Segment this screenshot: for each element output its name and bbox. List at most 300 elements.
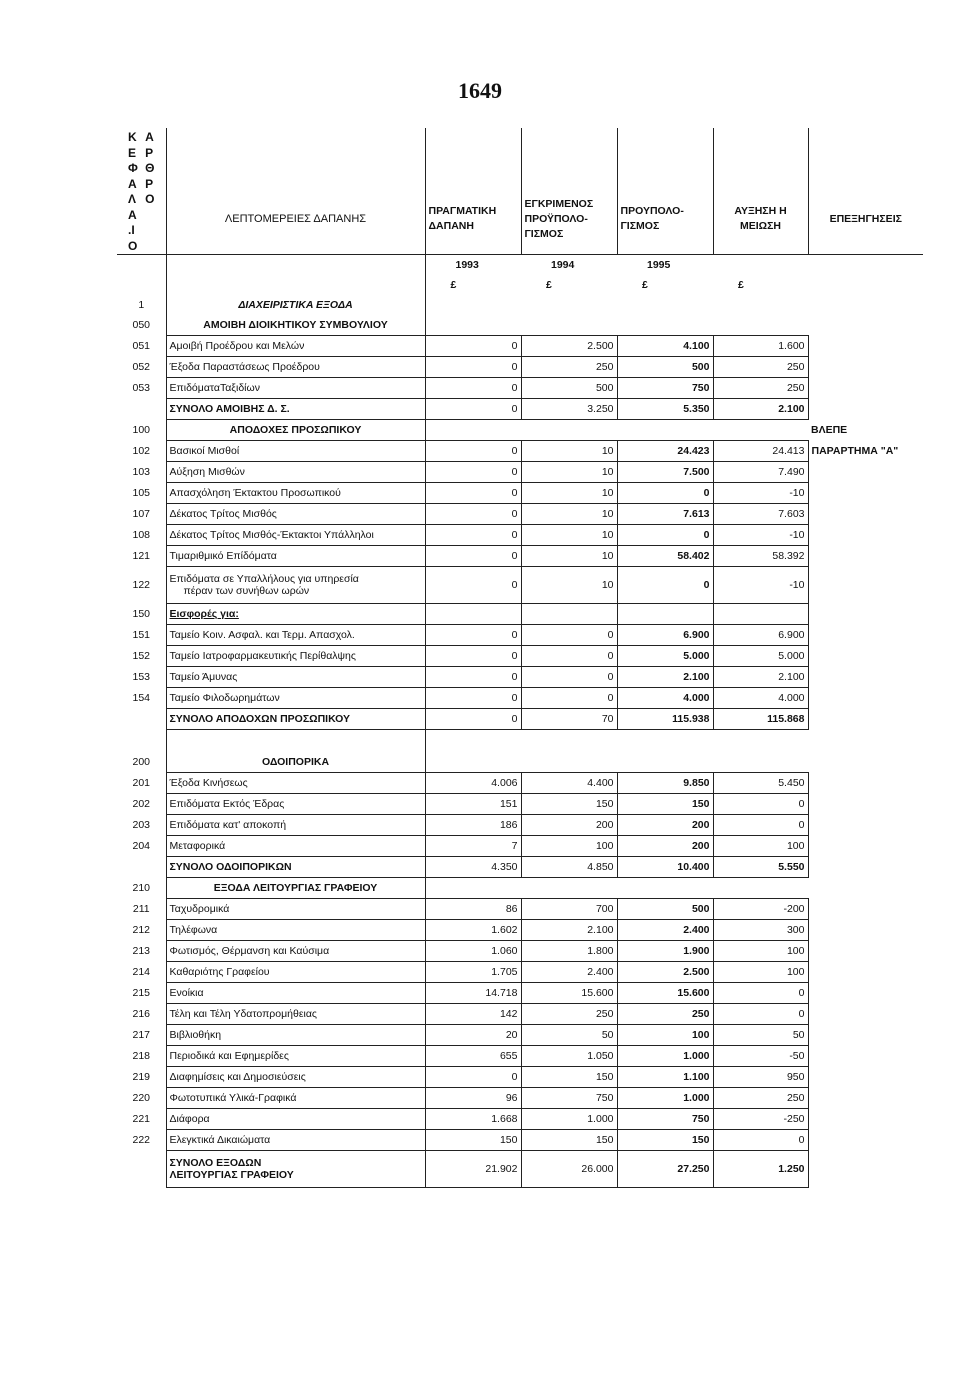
budget-1995-value: 750 xyxy=(617,1109,713,1130)
row-description xyxy=(166,836,425,857)
row-description-text: ΣΥΝΟΛΟ ΟΔΟΙΠΟΡΙΚΩΝ xyxy=(169,861,292,873)
row-note xyxy=(808,752,923,773)
change-value: 50 xyxy=(713,1025,808,1046)
approved-1994-value xyxy=(521,730,617,753)
actual-1993-value: 1.060 xyxy=(425,941,521,962)
row-note xyxy=(808,667,923,688)
approved-1994-value xyxy=(521,752,617,773)
row-description xyxy=(166,646,425,667)
row-description-text: Ελεγκτικά Δικαιώματα xyxy=(169,1134,271,1146)
row-note xyxy=(808,399,923,420)
row-code: 200 xyxy=(117,752,166,773)
row-description xyxy=(166,462,425,483)
budget-1995-value: 6.900 xyxy=(617,625,713,646)
change-value: 4.000 xyxy=(713,688,808,709)
actual-1993-value: 21.902 xyxy=(425,1151,521,1188)
approved-1994-value: 750 xyxy=(521,1088,617,1109)
budget-1995-value: 150 xyxy=(617,1130,713,1151)
budget-1995-value: 150 xyxy=(617,794,713,815)
row-note xyxy=(808,567,923,604)
description-header: ΛΕΠΤΟΜΕΡΕΙΕΣ ΔΑΠΑΝΗΣ xyxy=(166,128,425,255)
row-description-text: Δέκατος Τρίτος Μισθός-Έκτακτοι Υπάλληλοι xyxy=(169,529,374,541)
year-budget: 1995 xyxy=(617,255,713,276)
code-header-letter: Ρ xyxy=(145,176,154,191)
row-code: 100 xyxy=(117,420,166,441)
row-description-text: ΑΠΟΔΟΧΕΣ ΠΡΟΣΩΠΙΚΟΥ xyxy=(229,424,362,436)
table-row xyxy=(117,1067,923,1088)
budget-1995-value: 7.613 xyxy=(617,504,713,525)
row-description xyxy=(166,315,425,336)
row-description-text: ΕπιδόματαΤαξιδίων xyxy=(169,382,260,394)
approved-1994-value: 15.600 xyxy=(521,983,617,1004)
row-description-text: Φωτοτυπικά Υλικά-Γραφικά xyxy=(169,1092,297,1104)
row-description-text: Επιδόματα Εκτός Έδρας xyxy=(169,798,285,810)
actual-1993-value: 1.668 xyxy=(425,1109,521,1130)
row-note xyxy=(808,546,923,567)
row-description-line: πέραν των συνήθων ωρών xyxy=(183,585,310,597)
row-code: 221 xyxy=(117,1109,166,1130)
row-description xyxy=(166,378,425,399)
actual-1993-value xyxy=(425,730,521,753)
row-code: 214 xyxy=(117,962,166,983)
actual-1993-value xyxy=(425,315,521,336)
row-note xyxy=(808,815,923,836)
table-row xyxy=(117,857,923,878)
change-value: 5.450 xyxy=(713,773,808,794)
row-description xyxy=(166,336,425,357)
table-row xyxy=(117,688,923,709)
row-description xyxy=(166,504,425,525)
table-row xyxy=(117,525,923,546)
approved-1994-value: 1.050 xyxy=(521,1046,617,1067)
change-value: 0 xyxy=(713,983,808,1004)
year-actual: 1993 xyxy=(425,255,521,276)
table-row xyxy=(117,941,923,962)
table-row xyxy=(117,336,923,357)
table-row xyxy=(117,567,923,604)
row-code: 150 xyxy=(117,604,166,625)
actual-1993-value: 1.705 xyxy=(425,962,521,983)
row-note xyxy=(808,773,923,794)
row-description-text: Δέκατος Τρίτος Μισθός xyxy=(169,508,277,520)
row-code: 108 xyxy=(117,525,166,546)
row-note xyxy=(808,1151,923,1188)
row-code: 051 xyxy=(117,336,166,357)
budget-1995-value: 250 xyxy=(617,1004,713,1025)
row-description xyxy=(166,983,425,1004)
row-note xyxy=(808,315,923,336)
budget-header: ΠΡΟΥΠΟΛΟ- ΓΙΣΜΟΣ xyxy=(617,128,713,255)
change-value xyxy=(713,730,808,753)
actual-1993-value: 7 xyxy=(425,836,521,857)
actual-1993-value xyxy=(425,604,521,625)
row-description-line: ΛΕΙΤΟΥΡΓΙΑΣ ΓΡΑΦΕΙΟΥ xyxy=(169,1169,294,1181)
row-description xyxy=(166,794,425,815)
approved-1994-value: 0 xyxy=(521,646,617,667)
actual-1993-value: 0 xyxy=(425,1067,521,1088)
budget-1995-value: 500 xyxy=(617,357,713,378)
row-description-text: Μεταφορικά xyxy=(169,840,226,852)
currency-budget: £ xyxy=(642,279,648,291)
table-row xyxy=(117,1004,923,1025)
budget-1995-value xyxy=(617,315,713,336)
currency-change: £ xyxy=(738,279,744,291)
approved-1994-value xyxy=(521,604,617,625)
currency-approved: £ xyxy=(546,279,552,291)
code-header-letter: Α xyxy=(128,207,137,222)
approved-1994-value: 2.500 xyxy=(521,336,617,357)
change-value: 1.600 xyxy=(713,336,808,357)
actual-1993-value xyxy=(425,878,521,899)
approved-1994-value xyxy=(521,878,617,899)
approved-1994-value: 3.250 xyxy=(521,399,617,420)
row-description-text: Ενοίκια xyxy=(169,987,204,999)
table-row xyxy=(117,899,923,920)
actual-1993-value: 655 xyxy=(425,1046,521,1067)
budget-1995-value: 24.423 xyxy=(617,441,713,462)
row-code xyxy=(117,709,166,730)
budget-1995-value: 0 xyxy=(617,483,713,504)
code-header-letter: Φ xyxy=(128,161,138,175)
row-description xyxy=(166,941,425,962)
row-description xyxy=(166,730,425,753)
table-row xyxy=(117,1025,923,1046)
row-description-text: Αύξηση Μισθών xyxy=(169,466,245,478)
row-code xyxy=(117,857,166,878)
actual-1993-value xyxy=(425,420,521,441)
budget-1995-value: 1.000 xyxy=(617,1046,713,1067)
change-value: 7.603 xyxy=(713,504,808,525)
table-row xyxy=(117,836,923,857)
row-code: 053 xyxy=(117,378,166,399)
row-description xyxy=(166,1025,425,1046)
actual-1993-value: 0 xyxy=(425,462,521,483)
budget-1995-value: 5.000 xyxy=(617,646,713,667)
row-code: 201 xyxy=(117,773,166,794)
actual-1993-value: 0 xyxy=(425,504,521,525)
budget-1995-value xyxy=(617,752,713,773)
actual-1993-value: 0 xyxy=(425,625,521,646)
row-description-text: Διαφημίσεις και Δημοσιεύσεις xyxy=(169,1071,306,1083)
table-row xyxy=(117,483,923,504)
table-row xyxy=(117,315,923,336)
change-value: 0 xyxy=(713,1004,808,1025)
row-description xyxy=(166,483,425,504)
budget-1995-value: 5.350 xyxy=(617,399,713,420)
table-row xyxy=(117,709,923,730)
row-description xyxy=(166,920,425,941)
row-description xyxy=(166,295,425,315)
change-value: 24.413 xyxy=(713,441,808,462)
change-value: 0 xyxy=(713,794,808,815)
row-description xyxy=(166,773,425,794)
change-value: 100 xyxy=(713,962,808,983)
table-row xyxy=(117,462,923,483)
page-number: 1649 xyxy=(458,78,502,103)
row-description xyxy=(166,1088,425,1109)
row-note xyxy=(808,709,923,730)
budget-1995-value: 2.500 xyxy=(617,962,713,983)
row-code xyxy=(117,1151,166,1188)
row-note xyxy=(808,857,923,878)
row-description-text: Βασικοί Μισθοί xyxy=(169,445,240,457)
budget-1995-value xyxy=(617,604,713,625)
change-value: 0 xyxy=(713,815,808,836)
budget-1995-value xyxy=(617,730,713,753)
change-value: 1.250 xyxy=(713,1151,808,1188)
change-value: 7.490 xyxy=(713,462,808,483)
row-description-line: Επιδόματα σε Υπαλλήλους για υπηρεσία xyxy=(169,573,359,585)
row-description xyxy=(166,1130,425,1151)
change-value xyxy=(713,315,808,336)
row-description xyxy=(166,752,425,773)
row-description-text: Τέλη και Τέλη Υδατοπρομήθειας xyxy=(169,1008,317,1020)
table-row xyxy=(117,815,923,836)
code-header-letter: Κ xyxy=(128,130,137,144)
row-note xyxy=(808,1130,923,1151)
code-header xyxy=(117,128,166,255)
change-value: 250 xyxy=(713,357,808,378)
approved-1994-value: 500 xyxy=(521,378,617,399)
actual-1993-value: 0 xyxy=(425,546,521,567)
row-description-text: Απασχόληση Έκτακτου Προσωπικού xyxy=(169,487,341,499)
table-row xyxy=(117,983,923,1004)
row-description xyxy=(166,399,425,420)
row-code: 218 xyxy=(117,1046,166,1067)
row-note xyxy=(808,836,923,857)
budget-1995-value: 200 xyxy=(617,836,713,857)
budget-1995-value xyxy=(617,295,713,315)
approved-1994-value: 10 xyxy=(521,441,617,462)
row-description-text: Ταμείο Κοιν. Ασφαλ. και Τερμ. Απασχολ. xyxy=(169,629,355,641)
change-value: 2.100 xyxy=(713,399,808,420)
row-note xyxy=(808,1004,923,1025)
row-note xyxy=(808,688,923,709)
actual-1993-value: 0 xyxy=(425,709,521,730)
change-value: 300 xyxy=(713,920,808,941)
approved-1994-value: 10 xyxy=(521,525,617,546)
actual-1993-value: 4.006 xyxy=(425,773,521,794)
row-note xyxy=(808,378,923,399)
actual-1993-value: 0 xyxy=(425,567,521,604)
row-code: 213 xyxy=(117,941,166,962)
table-row xyxy=(117,646,923,667)
row-note: ΒΛΕΠΕ xyxy=(811,424,848,436)
table-row xyxy=(117,773,923,794)
change-value: -250 xyxy=(713,1109,808,1130)
row-code xyxy=(117,730,166,753)
actual-1993-value: 0 xyxy=(425,378,521,399)
budget-1995-value: 2.100 xyxy=(617,667,713,688)
approved-1994-value: 10 xyxy=(521,504,617,525)
year-approved: 1994 xyxy=(521,255,617,276)
code-header-letter: Ε xyxy=(128,145,137,160)
approved-1994-value: 1.000 xyxy=(521,1109,617,1130)
approved-1994-value: 2.100 xyxy=(521,920,617,941)
actual-1993-value: 0 xyxy=(425,525,521,546)
row-description-text: ΑΜΟΙΒΗ ΔΙΟΙΚΗΤΙΚΟΥ ΣΥΜΒΟΥΛΙΟΥ xyxy=(203,319,388,331)
actual-1993-value: 0 xyxy=(425,441,521,462)
actual-1993-value: 186 xyxy=(425,815,521,836)
row-description-text: Τιμαριθμικό Επίδόματα xyxy=(169,550,277,562)
actual-1993-value: 0 xyxy=(425,688,521,709)
code-header-letter: Ο xyxy=(128,238,138,253)
actual-1993-value: 1.602 xyxy=(425,920,521,941)
row-description-text: Ταχυδρομικά xyxy=(169,903,230,915)
budget-1995-value xyxy=(617,420,713,441)
change-value: 6.900 xyxy=(713,625,808,646)
row-description xyxy=(166,878,425,899)
row-description-line: ΣΥΝΟΛΟ ΕΞΟΔΩΝ xyxy=(169,1157,262,1169)
approved-1994-value xyxy=(521,420,617,441)
row-note xyxy=(808,1088,923,1109)
table-row xyxy=(117,667,923,688)
budget-1995-value: 750 xyxy=(617,378,713,399)
table-row xyxy=(117,504,923,525)
change-value: 250 xyxy=(713,1088,808,1109)
row-description xyxy=(166,1046,425,1067)
actual-header: ΠΡΑΓΜΑΤΙΚΗ ΔΑΠΑΝΗ xyxy=(425,128,521,255)
change-value xyxy=(713,295,808,315)
table-row xyxy=(117,1109,923,1130)
table-row xyxy=(117,962,923,983)
approved-1994-value: 200 xyxy=(521,815,617,836)
expenditure-table xyxy=(117,128,923,1188)
budget-1995-value: 500 xyxy=(617,899,713,920)
table-row xyxy=(117,794,923,815)
actual-1993-value: 150 xyxy=(425,1130,521,1151)
budget-1995-value: 0 xyxy=(617,525,713,546)
row-description xyxy=(166,688,425,709)
approved-header: ΕΓΚΡΙΜΕΝΟΣ ΠΡΟΫΠΟΛΟ- ΓΙΣΜΟΣ xyxy=(521,128,617,255)
row-description xyxy=(166,667,425,688)
row-code: 215 xyxy=(117,983,166,1004)
budget-1995-value: 1.100 xyxy=(617,1067,713,1088)
budget-1995-value: 0 xyxy=(617,567,713,604)
budget-1995-value: 100 xyxy=(617,1025,713,1046)
row-code: 153 xyxy=(117,667,166,688)
row-code: 052 xyxy=(117,357,166,378)
budget-1995-value: 4.100 xyxy=(617,336,713,357)
change-value: 115.868 xyxy=(713,709,808,730)
table-header-row xyxy=(117,128,923,255)
row-description xyxy=(166,899,425,920)
row-description-text: Περιοδικά και Εφημερίδες xyxy=(169,1050,289,1062)
table-row xyxy=(117,378,923,399)
row-note xyxy=(808,899,923,920)
row-note xyxy=(808,730,923,753)
table-row xyxy=(117,1151,923,1188)
budget-1995-value: 27.250 xyxy=(617,1151,713,1188)
change-value xyxy=(713,878,808,899)
approved-1994-value: 50 xyxy=(521,1025,617,1046)
actual-1993-value xyxy=(425,295,521,315)
table-row xyxy=(117,441,923,462)
code-header-letter: .Ι xyxy=(128,223,135,237)
approved-1994-value: 10 xyxy=(521,483,617,504)
budget-1995-value: 4.000 xyxy=(617,688,713,709)
actual-1993-value: 151 xyxy=(425,794,521,815)
budget-1995-value: 10.400 xyxy=(617,857,713,878)
actual-1993-value: 0 xyxy=(425,646,521,667)
row-description-text: Τηλέφωνα xyxy=(169,924,218,936)
row-description xyxy=(166,604,425,625)
actual-1993-value: 96 xyxy=(425,1088,521,1109)
change-value: 0 xyxy=(713,1130,808,1151)
row-note: ΠΑΡΑΡΤΗΜΑ "Α" xyxy=(811,445,899,457)
row-description-text: Φωτισμός, Θέρμανση και Καύσιμα xyxy=(169,945,330,957)
change-value: -10 xyxy=(713,483,808,504)
row-code: 102 xyxy=(117,441,166,462)
row-note xyxy=(808,1025,923,1046)
change-value xyxy=(713,420,808,441)
row-note xyxy=(808,878,923,899)
row-code: 121 xyxy=(117,546,166,567)
row-code: 050 xyxy=(117,315,166,336)
row-note xyxy=(808,625,923,646)
row-note xyxy=(808,525,923,546)
actual-1993-value: 14.718 xyxy=(425,983,521,1004)
change-value xyxy=(713,752,808,773)
row-description-text: Ταμείο Φιλοδωρημάτων xyxy=(169,692,280,704)
row-note xyxy=(808,920,923,941)
actual-1993-value: 0 xyxy=(425,667,521,688)
row-description-text: ΣΥΝΟΛΟ ΑΠΟΔΟΧΩΝ ΠΡΟΣΩΠΙΚΟΥ xyxy=(169,713,351,725)
row-description-text: Έξοδα Παραστάσεως Προέδρου xyxy=(169,361,320,373)
row-code: 154 xyxy=(117,688,166,709)
approved-1994-value: 4.850 xyxy=(521,857,617,878)
actual-1993-value: 0 xyxy=(425,357,521,378)
row-note xyxy=(808,983,923,1004)
table-row xyxy=(117,625,923,646)
row-note xyxy=(808,962,923,983)
approved-1994-value: 150 xyxy=(521,1067,617,1088)
approved-1994-value xyxy=(521,295,617,315)
row-code: 105 xyxy=(117,483,166,504)
budget-1995-value: 115.938 xyxy=(617,709,713,730)
code-header-letter: Α xyxy=(128,176,137,191)
approved-1994-value: 10 xyxy=(521,546,617,567)
actual-1993-value: 20 xyxy=(425,1025,521,1046)
change-value: 100 xyxy=(713,941,808,962)
row-note xyxy=(808,941,923,962)
row-note xyxy=(808,794,923,815)
row-description-text: Ταμείο Άμυνας xyxy=(169,671,238,683)
approved-1994-value: 700 xyxy=(521,899,617,920)
row-description-text: Ταμείο Ιατροφαρμακευτικής Περίθαλψης xyxy=(169,650,356,662)
change-value: 100 xyxy=(713,836,808,857)
change-value: 5.550 xyxy=(713,857,808,878)
table-row xyxy=(117,920,923,941)
row-description-text: ΟΔΟΙΠΟΡΙΚΑ xyxy=(261,756,330,768)
currency-actual: £ xyxy=(450,279,457,291)
row-description xyxy=(166,567,425,604)
row-note xyxy=(808,504,923,525)
table-row xyxy=(117,604,923,625)
row-code: 1 xyxy=(117,295,166,315)
row-description xyxy=(166,962,425,983)
row-description xyxy=(166,525,425,546)
code-header-letter: Ρ xyxy=(145,145,154,160)
explanations-header: ΕΠΕΞΗΓΗΣΕΙΣ xyxy=(829,213,902,225)
budget-1995-value: 2.400 xyxy=(617,920,713,941)
row-description xyxy=(166,709,425,730)
row-code: 210 xyxy=(117,878,166,899)
approved-1994-value: 26.000 xyxy=(521,1151,617,1188)
approved-1994-value: 70 xyxy=(521,709,617,730)
row-note xyxy=(808,295,923,315)
budget-1995-value: 1.900 xyxy=(617,941,713,962)
